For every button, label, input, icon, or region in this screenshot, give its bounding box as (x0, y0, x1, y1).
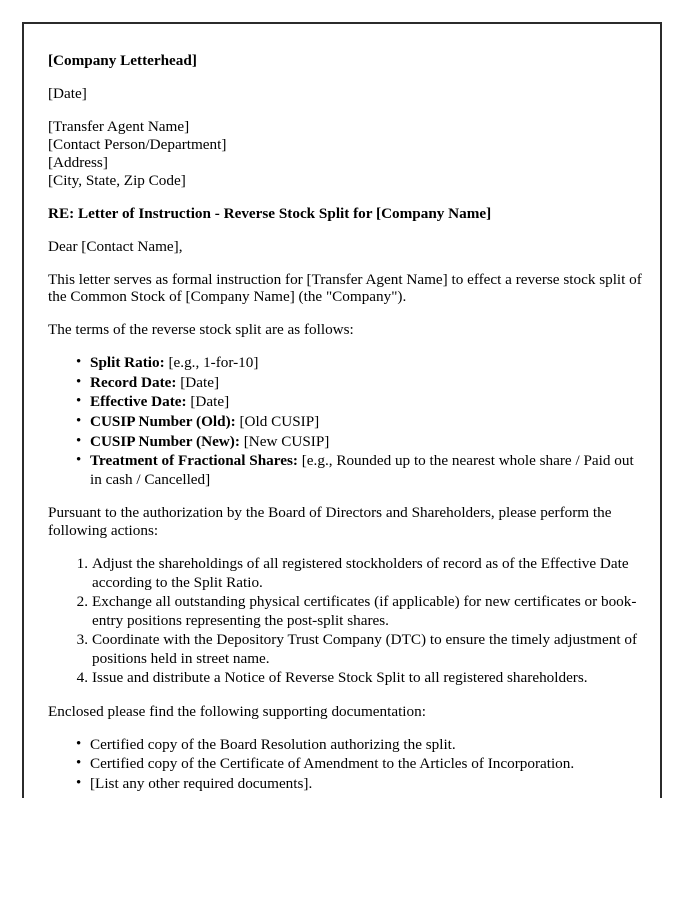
recipient-contact: [Contact Person/Department] (48, 135, 227, 153)
term-label: CUSIP Number (New): (90, 432, 240, 450)
term-value: [Old CUSIP] (235, 412, 320, 430)
term-value: [Date] (186, 393, 230, 411)
terms-list (48, 354, 642, 489)
term-label: Effective Date: (90, 393, 187, 411)
actions-intro-paragraph: Pursuant to the authorization by the Board of Directors and Shareholders, please perform the following actions: (48, 504, 612, 540)
actions-list (48, 555, 642, 688)
term-list-item (48, 452, 642, 489)
enclosure-list-item: • [List any other required documents]. (48, 775, 642, 794)
term-list-item (48, 413, 642, 432)
salutation: Dear [Contact Name], (48, 237, 183, 255)
action-list-item: Adjust the shareholdings of all registered stockholders of record as of the Effective Date according to the Split Ratio. (92, 555, 629, 591)
enclosure-intro-paragraph: Enclosed please find the following supporting documentation: (48, 702, 426, 720)
action-list-item: Coordinate with the Depository Trust Company (DTC) to ensure the timely adjustment of positions held in street name. (92, 631, 637, 667)
recipient-address-block (48, 118, 642, 190)
subject-line: RE: Letter of Instruction - Reverse Stock Split for [Company Name] (48, 204, 492, 222)
enclosure-list-item: • Certified copy of the Board Resolution authorizing the split. (48, 736, 642, 755)
action-list-item: Issue and distribute a Notice of Reverse Stock Split to all registered shareholders. (92, 669, 588, 687)
term-list-item (48, 354, 642, 373)
term-label: CUSIP Number (Old): (90, 412, 236, 430)
recipient-agent-name: [Transfer Agent Name] (48, 117, 190, 135)
letter-date: [Date] (48, 84, 87, 102)
recipient-city-state-zip: [City, State, Zip Code] (48, 171, 186, 189)
term-value: [e.g., Rounded up to the nearest whole share / Paid out in cash / Cancelled] (90, 452, 634, 488)
term-list-item (48, 393, 642, 412)
intro-paragraph: This letter serves as formal instruction for [Transfer Agent Name] to effect a reverse stock split of the Common Stock of [Company Name] (the "Company"). (48, 270, 642, 306)
action-list-item: Exchange all outstanding physical certificates (if applicable) for new certificates or book-entry positions representing the post-split shares. (92, 593, 637, 629)
enclosure-list-item: • Certified copy of the Certificate of Amendment to the Articles of Incorporation. (48, 755, 642, 774)
enclosures-list (48, 736, 642, 794)
term-list-item (48, 374, 642, 393)
letter-body (48, 52, 642, 808)
term-value: [e.g., 1-for-10] (164, 354, 259, 372)
terms-intro-paragraph: The terms of the reverse stock split are as follows: (48, 321, 354, 339)
recipient-address: [Address] (48, 153, 108, 171)
document-page (22, 22, 662, 798)
term-label: Split Ratio: (90, 354, 165, 372)
term-value: [New CUSIP] (239, 432, 330, 450)
term-label: Record Date: (90, 373, 177, 391)
term-list-item (48, 433, 642, 452)
company-letterhead: [Company Letterhead] (48, 52, 197, 69)
term-label: Treatment of Fractional Shares: (90, 452, 298, 470)
term-value: [Date] (176, 373, 220, 391)
